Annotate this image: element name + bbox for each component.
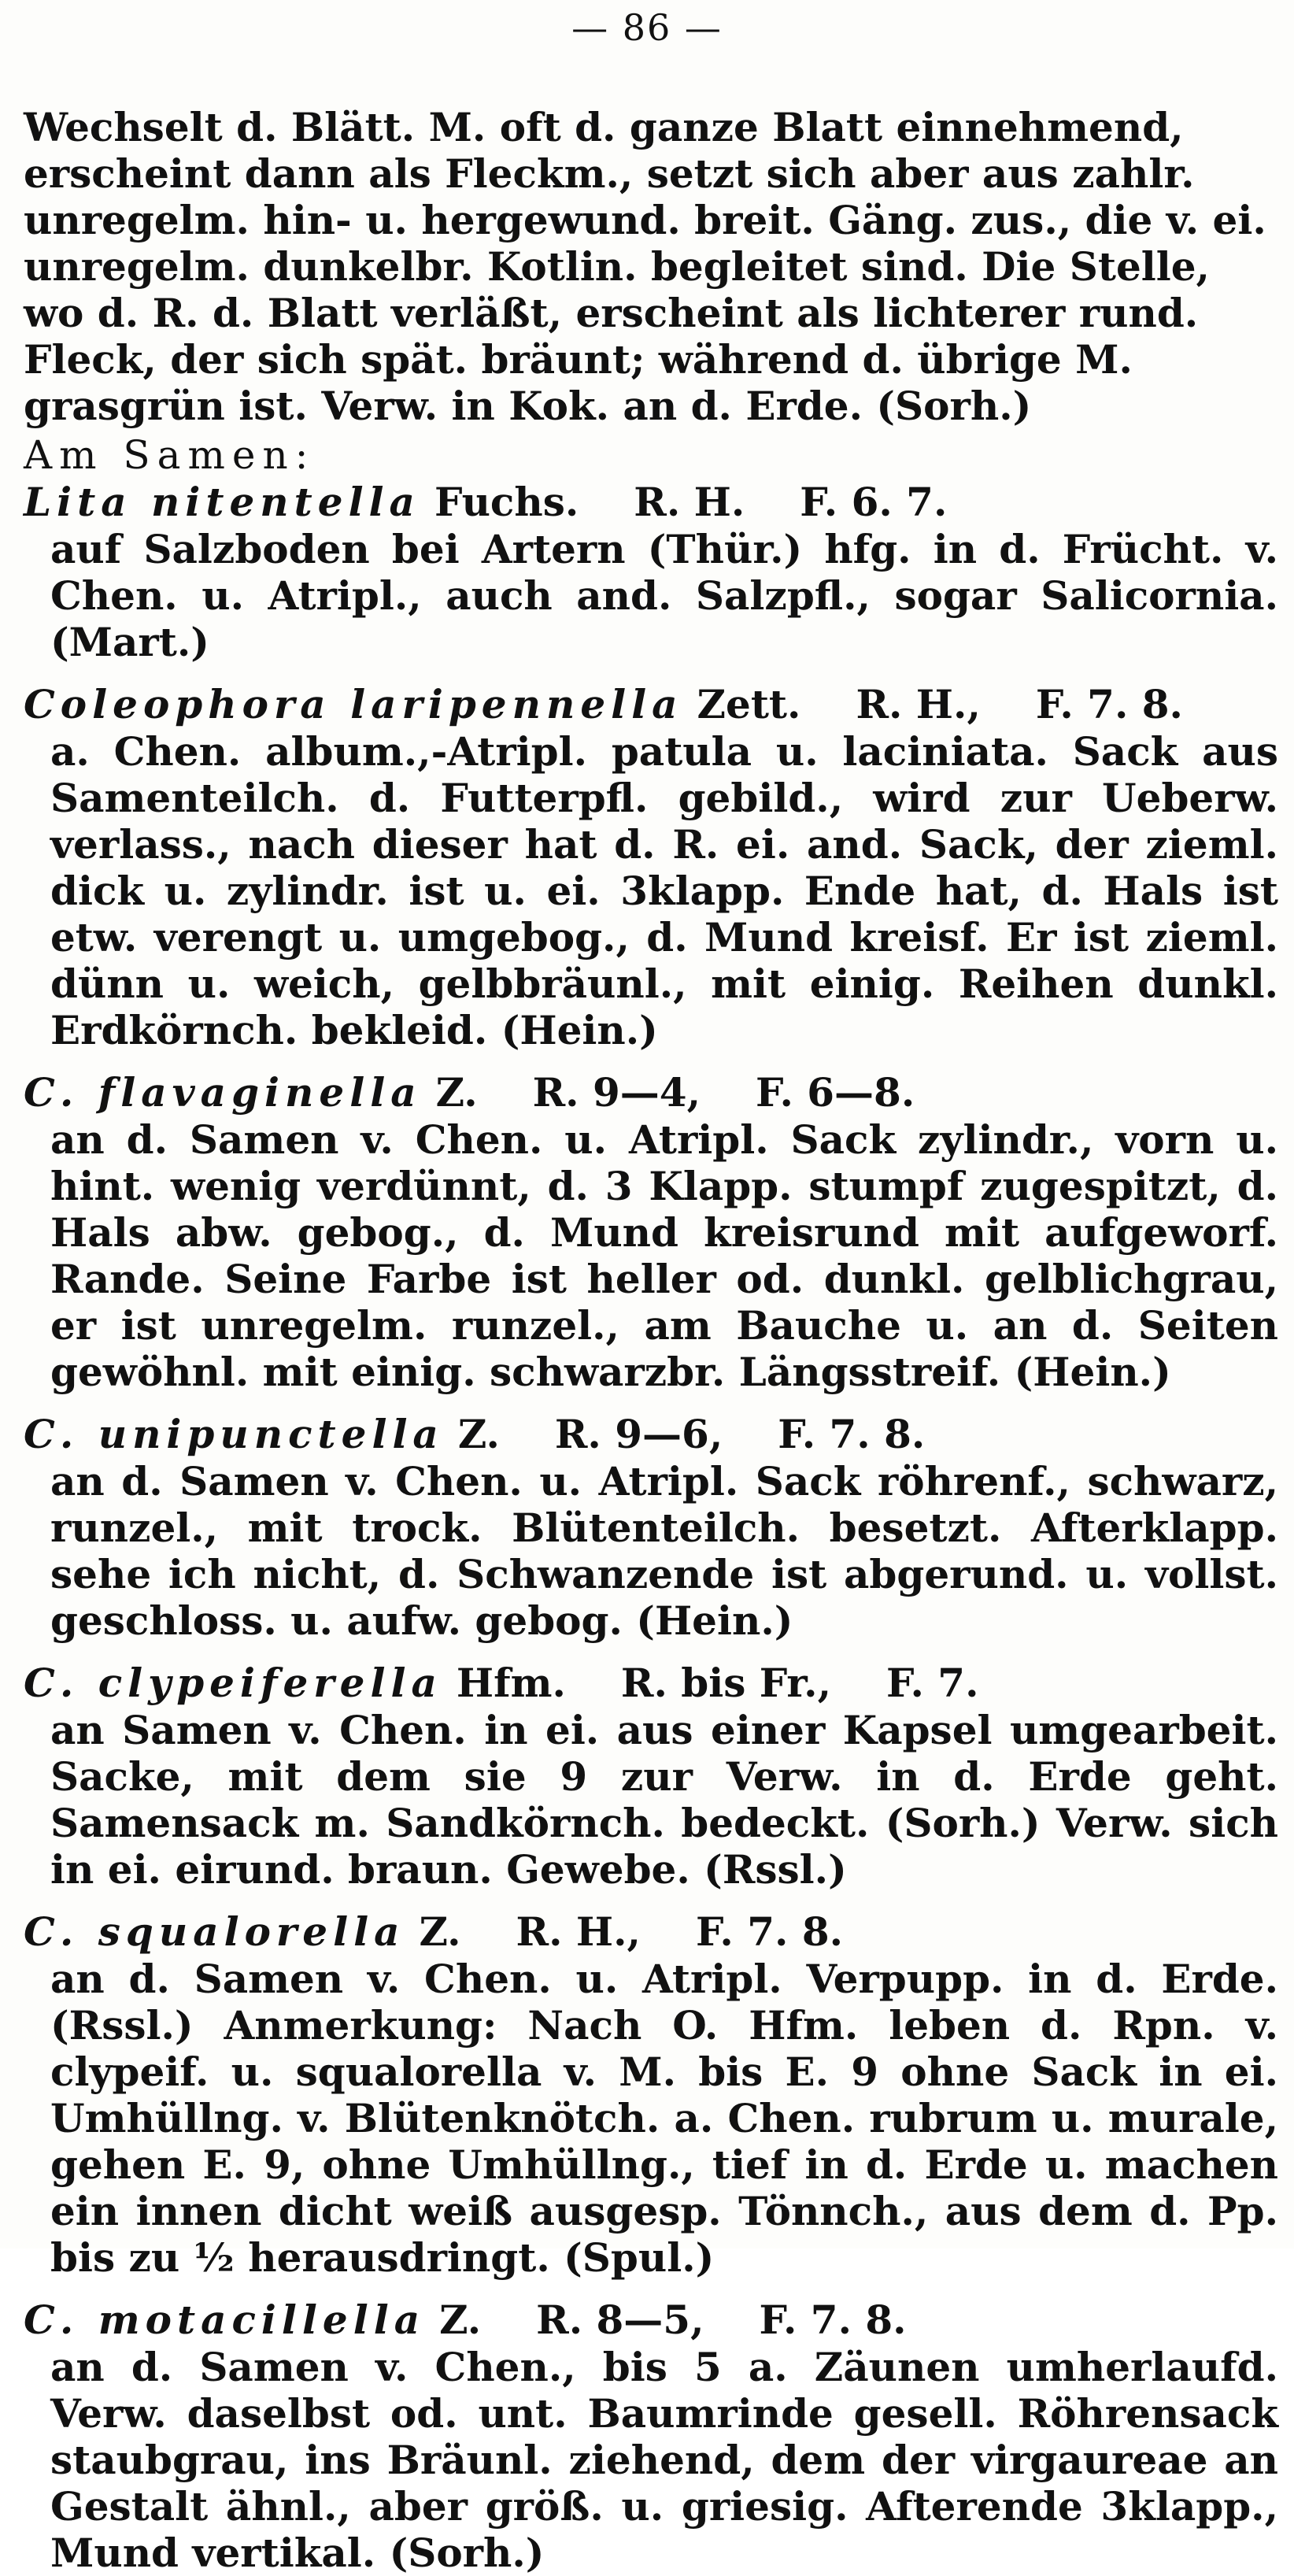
- species-entry-coleophora-laripennella: [24, 681, 1278, 1053]
- species-name: C. unipunctella: [24, 1411, 444, 1457]
- larva-period: R. 9—4,: [532, 1069, 701, 1116]
- flight-period: F. 7.: [886, 1660, 979, 1706]
- larva-period: R. 9—6,: [554, 1411, 723, 1457]
- flight-period: F. 6. 7.: [800, 479, 948, 525]
- larva-period: R. H.: [634, 479, 745, 525]
- species-author: Fuchs.: [434, 479, 579, 525]
- page-number: — 86 —: [571, 6, 723, 49]
- entry-heading: [24, 479, 1278, 526]
- entry-heading: [24, 681, 1278, 728]
- species-author: Z.: [419, 1908, 461, 1955]
- species-entry-flavaginella: [24, 1069, 1278, 1395]
- species-entry-squalorella: [24, 1908, 1278, 2281]
- flight-period: F. 7. 8.: [695, 1908, 844, 1955]
- entry-description: auf Salzboden bei Artern (Thür.) hfg. in d. Frücht. v. Chen. u. Atripl., auch and. Salzpfl., sogar Salicornia. (Mart.): [50, 526, 1278, 665]
- larva-period: R. bis Fr.,: [620, 1660, 831, 1706]
- entry-heading: [24, 1069, 1278, 1116]
- flight-period: F. 7. 8.: [1035, 681, 1183, 727]
- species-author: Hfm.: [456, 1660, 566, 1706]
- species-author: Zett.: [697, 681, 801, 727]
- species-name: C. motacillella: [24, 2297, 426, 2343]
- entry-description: an d. Samen v. Chen., bis 5 a. Zäunen umherlaufd. Verw. daselbst od. unt. Baumrinde gesell. Röhrensack staubgrau, ins Bräunl. ziehend, dem der virgaureae an Gestalt ähnl., aber größ. u. griesig. Afterende 3klapp., Mund vertikal. (Sorh.): [50, 2344, 1278, 2576]
- larva-period: R. H.,: [516, 1908, 641, 1955]
- species-name: C. flavaginella: [24, 1069, 422, 1116]
- entry-description: a. Chen. album.,-Atripl. patula u. laciniata. Sack aus Samenteilch. d. Futterpfl. gebild., wird zur Ueberw. verlass., nach dieser hat d. R. ei. and. Sack, der zieml. dick u. zylindr. ist u. ei. 3klapp. Ende hat, d. Hals ist etw. verengt u. umgebog., d. Mund kreisf. Er ist zieml. dünn u. weich, gelbbräunl., mit einig. Reihen dunkl. Erdkörnch. bekleid. (Hein.): [50, 728, 1278, 1053]
- intro-paragraph: Wechselt d. Blätt. M. oft d. ganze Blatt einnehmend, erscheint dann als Fleckm., setzt sich aber aus zahlr. unregelm. hin- u. hergewund. breit. Gäng. zus., die v. ei. unregelm. dunkelbr. Kotlin. begleitet sind. Die Stelle, wo d. R. d. Blatt verläßt, erscheint als lichterer rund. Fleck, der sich spät. bräunt; während d. übrige M. grasgrün ist. Verw. in Kok. an d. Erde. (Sorh.): [24, 104, 1266, 429]
- species-entry-lita-nitentella: [24, 479, 1278, 665]
- entry-heading: [24, 1411, 1278, 1458]
- entry-description: an d. Samen v. Chen. u. Atripl. Sack röhrenf., schwarz, runzel., mit trock. Blütenteilch. besetzt. Afterklapp. sehe ich nicht, d. Schwanzende ist abgerund. u. vollst. geschloss. u. aufw. gebog. (Hein.): [50, 1458, 1278, 1644]
- entry-description: an Samen v. Chen. in ei. aus einer Kapsel umgearbeit. Sacke, mit dem sie 9 zur Verw. in d. Erde geht. Samensack m. Sandkörnch. bedeckt. (Sorh.) Verw. sich in ei. eirund. braun. Gewebe. (Rssl.): [50, 1707, 1278, 1893]
- entry-description: an d. Samen v. Chen. u. Atripl. Verpupp. in d. Erde. (Rssl.) Anmerkung: Nach O. Hfm. leben d. Rpn. v. clypeif. u. squalorella v. M. bis E. 9 ohne Sack in ei. Umhüllng. v. Blütenknötch. a. Chen. rubrum u. murale, gehen E. 9, ohne Umhüllng., tief in d. Erde u. machen ein innen dicht weiß ausgesp. Tönnch., aus dem d. Pp. bis zu ½ herausdringt. (Spul.): [50, 1956, 1278, 2281]
- species-name: C. squalorella: [24, 1908, 405, 1955]
- larva-period: R. 8—5,: [536, 2297, 704, 2343]
- flight-period: F. 7. 8.: [759, 2297, 907, 2343]
- species-author: Z.: [435, 1069, 478, 1116]
- entry-heading: [24, 1660, 1278, 1707]
- species-entry-clypeiferella: [24, 1660, 1278, 1893]
- species-entry-unipunctella: [24, 1411, 1278, 1644]
- species-entry-motacillella: [24, 2297, 1278, 2576]
- entry-heading: [24, 1908, 1278, 1956]
- species-name: C. clypeiferella: [24, 1660, 442, 1706]
- section-heading: Am Samen:: [24, 432, 316, 478]
- entry-description: an d. Samen v. Chen. u. Atripl. Sack zylindr., vorn u. hint. wenig verdünnt, d. 3 Klapp. stumpf zugespitzt, d. Hals abw. gebog., d. Mund kreisrund mit aufgeworf. Rande. Seine Farbe ist heller od. dunkl. gelblichgrau, er ist unregelm. runzel., am Bauche u. an d. Seiten gewöhnl. mit einig. schwarzbr. Längsstreif. (Hein.): [50, 1116, 1278, 1395]
- larva-period: R. H.,: [856, 681, 981, 727]
- species-author: Z.: [457, 1411, 500, 1457]
- species-name: Lita nitentella: [24, 479, 420, 525]
- entry-heading: [24, 2297, 1278, 2344]
- species-author: Z.: [439, 2297, 482, 2343]
- page-content: [24, 104, 1278, 2576]
- species-name: Coleophora laripennella: [24, 681, 683, 727]
- flight-period: F. 6—8.: [755, 1069, 915, 1116]
- flight-period: F. 7. 8.: [778, 1411, 926, 1457]
